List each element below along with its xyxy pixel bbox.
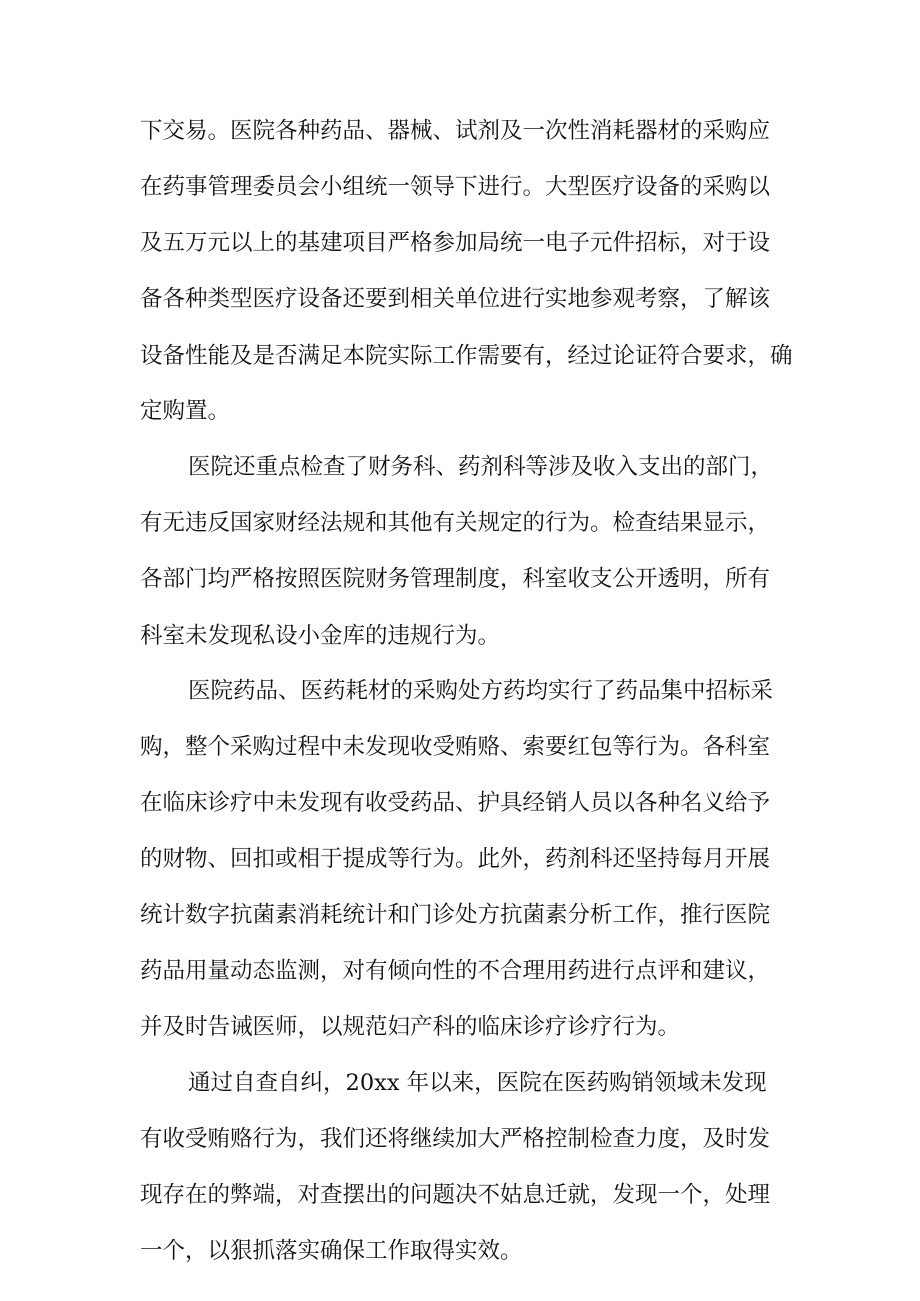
paragraph-2-line-1: 医院还重点检查了财务科、药剂科等涉及收入支出的部门， (188, 454, 774, 480)
paragraph-4-line-2: 有收受贿赂行为，我们还将继续加大严格控制检查力度，及时发 (140, 1126, 771, 1152)
paragraph-3-line-5: 统计数字抗菌素消耗统计和门诊处方抗菌素分析工作，推行医院 (140, 902, 771, 928)
paragraph-4-line-3: 现存在的弊端，对查摆出的问题决不姑息迁就，发现一个，处理 (140, 1182, 771, 1208)
paragraph-4-line-4: 一个，以狠抓落实确保工作取得实效。 (140, 1238, 523, 1264)
paragraph-1-line-3: 及五万元以上的基建项目严格参加局统一电子元件招标，对于设 (140, 230, 771, 256)
paragraph-3-line-2: 购，整个采购过程中未发现收受贿赂、索要红包等行为。各科室 (140, 734, 771, 760)
paragraph-2-line-4: 科室未发现私设小金库的违规行为。 (140, 623, 501, 649)
paragraph-3-line-3: 在临床诊疗中未发现有收受药品、护具经销人员以各种名义给予 (140, 790, 771, 816)
paragraph-1-line-2: 在药事管理委员会小组统一领导下进行。大型医疗设备的采购以 (140, 174, 771, 200)
paragraph-3-line-6: 药品用量动态监测，对有倾向性的不合理用药进行点评和建议， (140, 958, 771, 984)
paragraph-2-line-3: 各部门均严格按照医院财务管理制度，科室收支公开透明，所有 (140, 566, 771, 592)
paragraph-1-line-5: 设备性能及是否满足本院实际工作需要有，经过论证符合要求，确 (140, 343, 793, 369)
paragraph-1-line-1: 下交易。医院各种药品、器械、试剂及一次性消耗器材的采购应 (140, 118, 771, 144)
paragraph-4-line-1: 通过自查自纠，20xx 年以来，医院在医药购销领域未发现 (188, 1070, 767, 1096)
paragraph-1-line-6: 定购置。 (140, 398, 231, 424)
paragraph-3-line-4: 的财物、回扣或相于提成等行为。此外，药剂科还坚持每月开展 (140, 846, 771, 872)
paragraph-1-line-4: 备各种类型医疗设备还要到相关单位进行实地参观考察，了解该 (140, 286, 771, 312)
paragraph-3-line-1: 医院药品、医药耗材的采购处方药均实行了药品集中招标采 (188, 678, 774, 704)
paragraph-3-line-7: 并及时告诫医师，以规范妇产科的临床诊疗诊疗行为。 (140, 1014, 681, 1040)
paragraph-2-line-2: 有无违反国家财经法规和其他有关规定的行为。检查结果显示， (140, 510, 771, 536)
